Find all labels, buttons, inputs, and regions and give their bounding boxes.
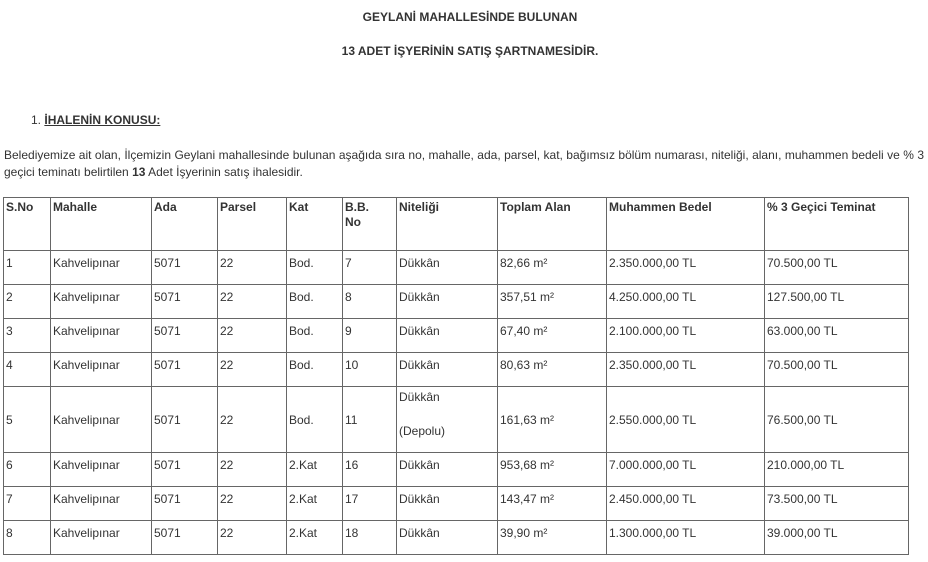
cell-ada: 5071 [152, 251, 218, 285]
cell-alan: 357,51 m² [498, 285, 607, 319]
cell-alan: 953,68 m² [498, 453, 607, 487]
cell-parsel: 22 [218, 521, 287, 555]
intro-text-before: Belediyemize ait olan, İlçemizin Geylani mahallesinde bulunan aşağıda sıra no, mahalle, ada, parsel, kat, bağımsız bölüm numarası, niteliği, alanı, muhammen bedeli ve % 3 geçici teminatı belirtilen [4, 148, 924, 179]
cell-bedel: 2.550.000,00 TL [607, 387, 765, 453]
header-nitelik: Niteliği [397, 198, 498, 251]
cell-alan: 82,66 m² [498, 251, 607, 285]
document-title-line-2: 13 ADET İŞYERİNİN SATIŞ ŞARTNAMESİDİR. [341, 44, 599, 58]
cell-mahalle: Kahvelipınar [51, 453, 152, 487]
cell-nitelik-main: Dükkân [399, 390, 440, 404]
cell-sno: 6 [4, 453, 51, 487]
cell-parsel: 22 [218, 453, 287, 487]
cell-alan: 67,40 m² [498, 319, 607, 353]
cell-bb: 8 [343, 285, 397, 319]
header-bb-line2: No [345, 215, 361, 229]
cell-nitelik: Dükkân [397, 319, 498, 353]
cell-alan: 80,63 m² [498, 353, 607, 387]
cell-parsel: 22 [218, 387, 287, 453]
cell-bb: 9 [343, 319, 397, 353]
section-heading [31, 113, 160, 127]
intro-text-after: Adet İşyerinin satış ihalesidir. [145, 165, 303, 179]
cell-nitelik: Dükkân [397, 453, 498, 487]
cell-sno: 1 [4, 251, 51, 285]
cell-mahalle: Kahvelipınar [51, 521, 152, 555]
cell-sno: 5 [4, 387, 51, 453]
cell-bb: 11 [343, 387, 397, 453]
cell-mahalle: Kahvelipınar [51, 487, 152, 521]
cell-parsel: 22 [218, 251, 287, 285]
cell-nitelik: Dükkân [397, 353, 498, 387]
cell-kat: Bod. [287, 387, 343, 453]
cell-ada: 5071 [152, 319, 218, 353]
cell-parsel: 22 [218, 319, 287, 353]
cell-bedel: 2.100.000,00 TL [607, 319, 765, 353]
table-row [4, 353, 909, 387]
cell-ada: 5071 [152, 285, 218, 319]
header-ada: Ada [152, 198, 218, 251]
cell-mahalle: Kahvelipınar [51, 353, 152, 387]
header-sno: S.No [4, 198, 51, 251]
cell-alan: 161,63 m² [498, 387, 607, 453]
table-row [4, 285, 909, 319]
cell-nitelik: Dükkân [397, 285, 498, 319]
cell-sno: 2 [4, 285, 51, 319]
table-row [4, 319, 909, 353]
section-number: 1. [31, 113, 42, 127]
cell-bedel: 4.250.000,00 TL [607, 285, 765, 319]
cell-parsel: 22 [218, 353, 287, 387]
cell-teminat: 210.000,00 TL [765, 453, 909, 487]
header-parsel: Parsel [218, 198, 287, 251]
cell-teminat: 70.500,00 TL [765, 353, 909, 387]
cell-ada: 5071 [152, 353, 218, 387]
cell-teminat: 127.500,00 TL [765, 285, 909, 319]
header-bb-line1: B.B. [345, 200, 369, 214]
cell-nitelik-note: (Depolu) [399, 424, 446, 438]
cell-parsel: 22 [218, 487, 287, 521]
cell-sno: 8 [4, 521, 51, 555]
cell-alan: 143,47 m² [498, 487, 607, 521]
cell-ada: 5071 [152, 521, 218, 555]
cell-bedel: 2.450.000,00 TL [607, 487, 765, 521]
cell-kat: Bod. [287, 285, 343, 319]
cell-kat: Bod. [287, 251, 343, 285]
header-bedel: Muhammen Bedel [607, 198, 765, 251]
cell-bedel: 2.350.000,00 TL [607, 251, 765, 285]
table-header-row [4, 198, 909, 251]
cell-sno: 3 [4, 319, 51, 353]
cell-ada: 5071 [152, 387, 218, 453]
cell-teminat: 70.500,00 TL [765, 251, 909, 285]
document-title-line-1: GEYLANİ MAHALLESİNDE BULUNAN [362, 10, 578, 24]
cell-nitelik: Dükkân [397, 521, 498, 555]
intro-count: 13 [132, 165, 146, 179]
cell-ada: 5071 [152, 487, 218, 521]
table-row [4, 521, 909, 555]
cell-kat: 2.Kat [287, 521, 343, 555]
cell-mahalle: Kahvelipınar [51, 387, 152, 453]
header-teminat: % 3 Geçici Teminat [765, 198, 909, 251]
cell-mahalle: Kahvelipınar [51, 285, 152, 319]
header-alan: Toplam Alan [498, 198, 607, 251]
cell-sno: 7 [4, 487, 51, 521]
cell-nitelik [397, 387, 498, 453]
cell-bb: 18 [343, 521, 397, 555]
header-bb-no [343, 198, 397, 251]
header-mahalle: Mahalle [51, 198, 152, 251]
cell-bb: 17 [343, 487, 397, 521]
cell-nitelik: Dükkân [397, 251, 498, 285]
cell-bb: 16 [343, 453, 397, 487]
cell-mahalle: Kahvelipınar [51, 251, 152, 285]
table-row [4, 487, 909, 521]
cell-bedel: 2.350.000,00 TL [607, 353, 765, 387]
cell-bedel: 7.000.000,00 TL [607, 453, 765, 487]
cell-kat: 2.Kat [287, 487, 343, 521]
cell-ada: 5071 [152, 453, 218, 487]
cell-bb: 7 [343, 251, 397, 285]
cell-alan: 39,90 m² [498, 521, 607, 555]
cell-teminat: 76.500,00 TL [765, 387, 909, 453]
cell-parsel: 22 [218, 285, 287, 319]
cell-teminat: 73.500,00 TL [765, 487, 909, 521]
table-row [4, 251, 909, 285]
cell-sno: 4 [4, 353, 51, 387]
cell-kat: 2.Kat [287, 453, 343, 487]
cell-mahalle: Kahvelipınar [51, 319, 152, 353]
table-row [4, 387, 909, 453]
cell-nitelik: Dükkân [397, 487, 498, 521]
cell-kat: Bod. [287, 353, 343, 387]
cell-kat: Bod. [287, 319, 343, 353]
intro-paragraph [4, 147, 924, 181]
cell-teminat: 39.000,00 TL [765, 521, 909, 555]
table-row [4, 453, 909, 487]
cell-bb: 10 [343, 353, 397, 387]
properties-table [3, 197, 909, 555]
section-title: İHALENİN KONUSU: [44, 113, 161, 127]
cell-bedel: 1.300.000,00 TL [607, 521, 765, 555]
header-kat: Kat [287, 198, 343, 251]
cell-teminat: 63.000,00 TL [765, 319, 909, 353]
